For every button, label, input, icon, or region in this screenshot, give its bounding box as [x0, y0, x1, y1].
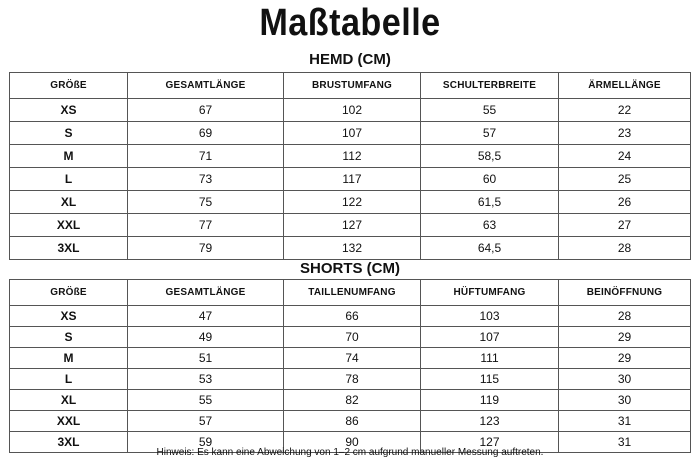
size-cell: M — [10, 348, 128, 369]
size-cell: S — [10, 327, 128, 348]
table-cell: 22 — [559, 99, 691, 122]
table-cell: 119 — [421, 390, 559, 411]
table-row — [10, 122, 691, 145]
table-cell: 49 — [128, 327, 284, 348]
table-cell: 31 — [559, 432, 691, 453]
table-row — [10, 390, 691, 411]
table-cell: 67 — [128, 99, 284, 122]
table-row — [10, 191, 691, 214]
table-cell: 61,5 — [421, 191, 559, 214]
table-row — [10, 369, 691, 390]
table-cell: 75 — [128, 191, 284, 214]
table-cell: 47 — [128, 306, 284, 327]
table-cell: 122 — [284, 191, 421, 214]
table-cell: 51 — [128, 348, 284, 369]
column-header-chest: BRUSTUMFANG — [284, 73, 421, 99]
size-cell: S — [10, 122, 128, 145]
size-cell: XS — [10, 99, 128, 122]
table-cell: 30 — [559, 390, 691, 411]
table-cell: 117 — [284, 168, 421, 191]
table-cell: 55 — [128, 390, 284, 411]
table-cell: 29 — [559, 327, 691, 348]
table-header-row — [10, 73, 691, 99]
table-cell: 103 — [421, 306, 559, 327]
table-cell: 57 — [421, 122, 559, 145]
table-cell: 132 — [284, 237, 421, 260]
column-header-size: GRÖßE — [10, 280, 128, 306]
table-cell: 107 — [284, 122, 421, 145]
table-cell: 31 — [559, 411, 691, 432]
table-cell: 57 — [128, 411, 284, 432]
table-cell: 77 — [128, 214, 284, 237]
table-row — [10, 214, 691, 237]
size-cell: XXL — [10, 411, 128, 432]
shirt-section-title: HEMD (CM) — [309, 51, 391, 68]
shorts-size-table — [9, 279, 691, 453]
table-cell: 111 — [421, 348, 559, 369]
table-cell: 28 — [559, 237, 691, 260]
table-row — [10, 145, 691, 168]
table-row — [10, 327, 691, 348]
size-cell: XL — [10, 191, 128, 214]
column-header-leg-opening: BEINÖFFNUNG — [559, 280, 691, 306]
page-title: Maßtabelle — [259, 2, 441, 44]
size-cell: L — [10, 168, 128, 191]
table-cell: 78 — [284, 369, 421, 390]
table-cell: 69 — [128, 122, 284, 145]
table-cell: 127 — [421, 432, 559, 453]
table-cell: 86 — [284, 411, 421, 432]
shorts-section-title: SHORTS (CM) — [300, 260, 400, 277]
table-cell: 74 — [284, 348, 421, 369]
column-header-sleeve-length: ÄRMELLÄNGE — [559, 73, 691, 99]
size-cell: L — [10, 369, 128, 390]
table-cell: 102 — [284, 99, 421, 122]
table-cell: 30 — [559, 369, 691, 390]
table-cell: 60 — [421, 168, 559, 191]
size-cell: 3XL — [10, 432, 128, 453]
table-cell: 29 — [559, 348, 691, 369]
table-cell: 66 — [284, 306, 421, 327]
table-cell: 23 — [559, 122, 691, 145]
table-cell: 73 — [128, 168, 284, 191]
size-cell: 3XL — [10, 237, 128, 260]
table-cell: 127 — [284, 214, 421, 237]
table-cell: 55 — [421, 99, 559, 122]
shirt-size-table — [9, 72, 691, 260]
table-cell: 59 — [128, 432, 284, 453]
table-row — [10, 168, 691, 191]
table-cell: 107 — [421, 327, 559, 348]
table-cell: 28 — [559, 306, 691, 327]
size-cell: XS — [10, 306, 128, 327]
table-row — [10, 411, 691, 432]
table-cell: 71 — [128, 145, 284, 168]
size-cell: XXL — [10, 214, 128, 237]
table-cell: 123 — [421, 411, 559, 432]
table-cell: 24 — [559, 145, 691, 168]
table-row — [10, 306, 691, 327]
table-cell: 26 — [559, 191, 691, 214]
column-header-size: GRÖßE — [10, 73, 128, 99]
table-cell: 63 — [421, 214, 559, 237]
table-cell: 53 — [128, 369, 284, 390]
table-cell: 27 — [559, 214, 691, 237]
size-cell: XL — [10, 390, 128, 411]
table-cell: 90 — [284, 432, 421, 453]
table-cell: 70 — [284, 327, 421, 348]
column-header-hip: HÜFTUMFANG — [421, 280, 559, 306]
table-header-row — [10, 280, 691, 306]
table-cell: 115 — [421, 369, 559, 390]
column-header-total-length: GESAMTLÄNGE — [128, 280, 284, 306]
column-header-waist: TAILLENUMFANG — [284, 280, 421, 306]
table-cell: 58,5 — [421, 145, 559, 168]
column-header-shoulder-width: SCHULTERBREITE — [421, 73, 559, 99]
measurement-note: Hinweis: Es kann eine Abweichung von 1–2 cm aufgrund manueller Messung auftreten. — [156, 447, 544, 458]
table-row — [10, 348, 691, 369]
size-cell: M — [10, 145, 128, 168]
table-row — [10, 99, 691, 122]
table-cell: 79 — [128, 237, 284, 260]
table-cell: 112 — [284, 145, 421, 168]
table-row — [10, 237, 691, 260]
table-cell: 25 — [559, 168, 691, 191]
column-header-total-length: GESAMTLÄNGE — [128, 73, 284, 99]
table-cell: 64,5 — [421, 237, 559, 260]
table-cell: 82 — [284, 390, 421, 411]
